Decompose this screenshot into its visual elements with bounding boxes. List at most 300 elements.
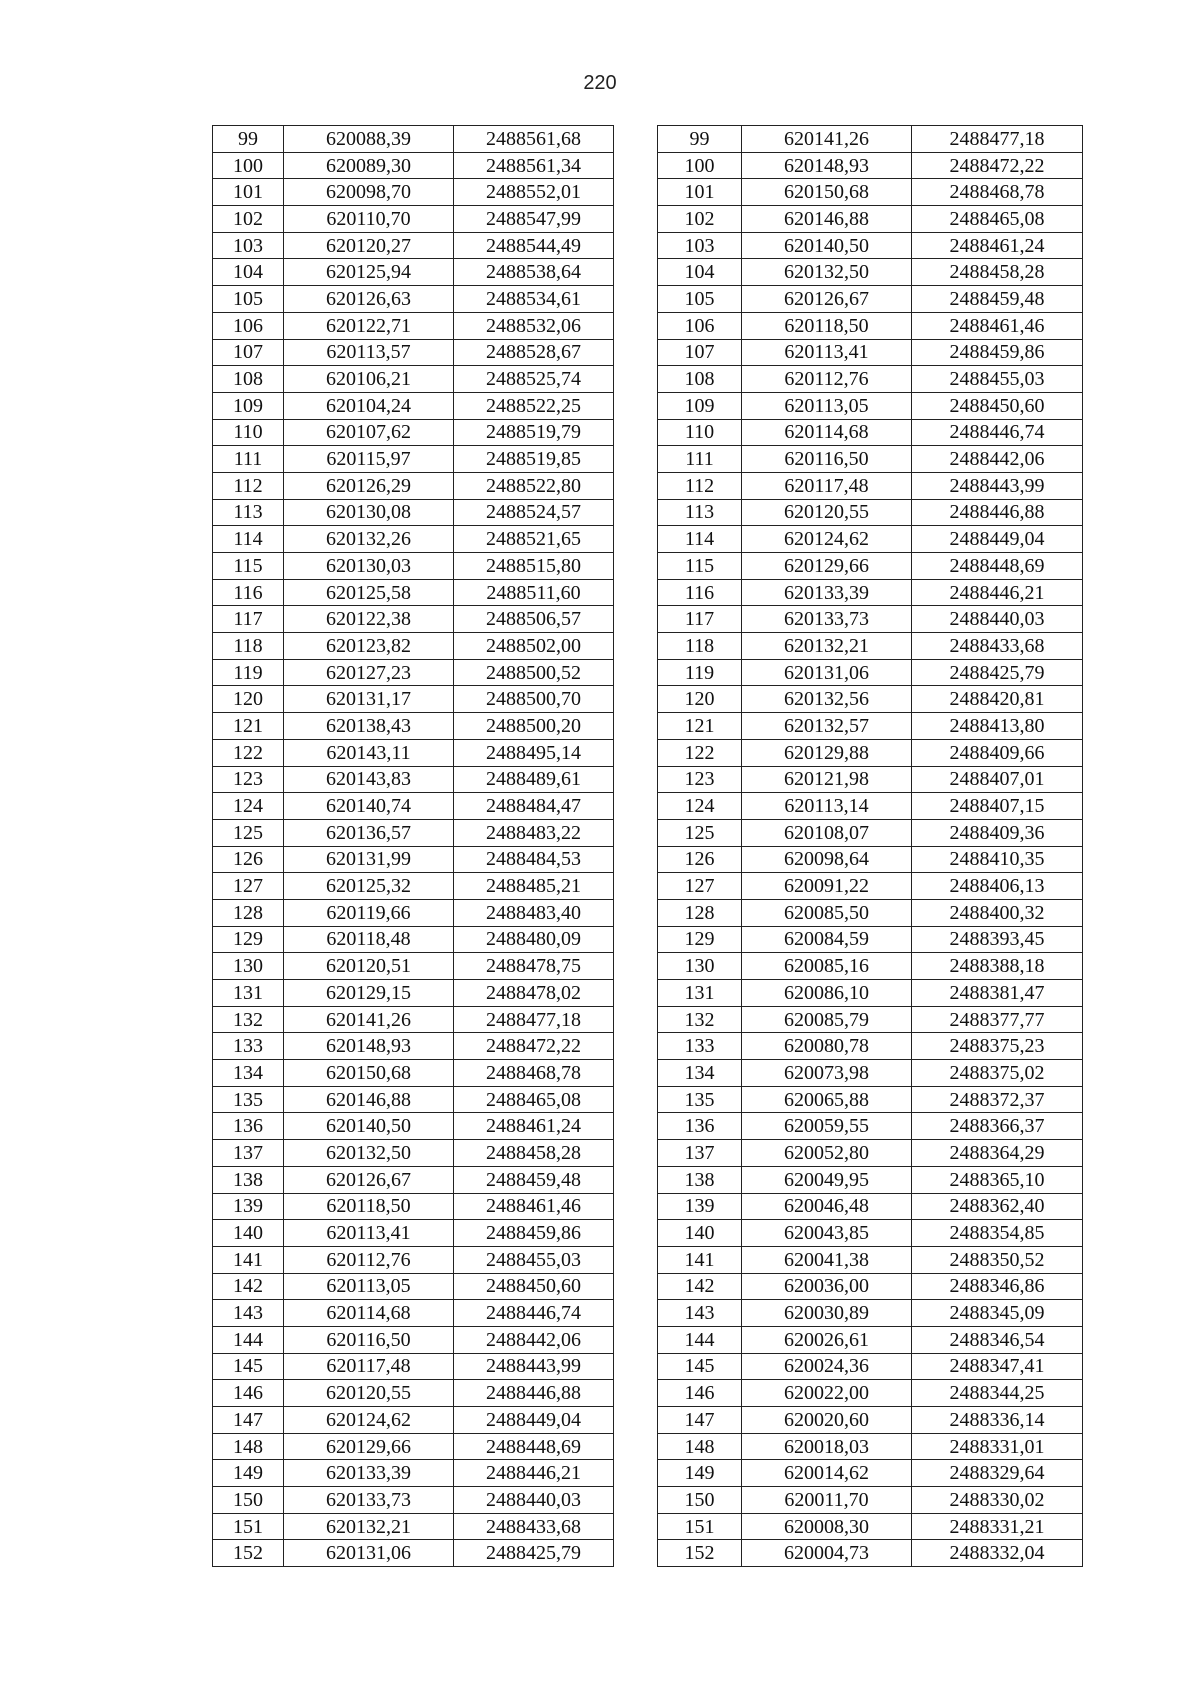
column-gap [614,1193,658,1220]
column-gap [614,286,658,313]
table-row [213,286,1083,313]
point-number-right: 139 [658,1193,742,1220]
x-coordinate-right: 620008,30 [742,1513,912,1540]
x-coordinate-left: 620140,50 [284,1113,454,1140]
x-coordinate-right: 620086,10 [742,980,912,1007]
point-number-right: 151 [658,1513,742,1540]
column-gap [614,819,658,846]
y-coordinate-left: 2488528,67 [454,339,614,366]
x-coordinate-right: 620018,03 [742,1433,912,1460]
y-coordinate-left: 2488561,34 [454,152,614,179]
y-coordinate-left: 2488472,22 [454,1033,614,1060]
column-gap [614,1273,658,1300]
x-coordinate-left: 620113,57 [284,339,454,366]
y-coordinate-left: 2488532,06 [454,312,614,339]
x-coordinate-right: 620131,06 [742,659,912,686]
point-number-right: 115 [658,553,742,580]
point-number-left: 148 [213,1433,284,1460]
point-number-left: 118 [213,633,284,660]
x-coordinate-right: 620041,38 [742,1246,912,1273]
x-coordinate-left: 620133,39 [284,1460,454,1487]
x-coordinate-left: 620122,71 [284,312,454,339]
point-number-right: 110 [658,419,742,446]
column-gap [614,499,658,526]
column-gap [614,152,658,179]
column-gap [614,873,658,900]
x-coordinate-left: 620125,94 [284,259,454,286]
table-row [213,1407,1083,1434]
table-row [213,686,1083,713]
y-coordinate-right: 2488331,21 [912,1513,1083,1540]
point-number-right: 122 [658,739,742,766]
y-coordinate-right: 2488407,01 [912,766,1083,793]
x-coordinate-left: 620118,48 [284,926,454,953]
column-gap [614,1220,658,1247]
point-number-left: 115 [213,553,284,580]
point-number-left: 137 [213,1140,284,1167]
table-row [213,446,1083,473]
column-gap [614,739,658,766]
column-gap [614,339,658,366]
y-coordinate-right: 2488448,69 [912,553,1083,580]
x-coordinate-right: 620112,76 [742,366,912,393]
point-number-right: 131 [658,980,742,1007]
column-gap [614,446,658,473]
x-coordinate-right: 620046,48 [742,1193,912,1220]
table-row [213,526,1083,553]
x-coordinate-right: 620126,67 [742,286,912,313]
x-coordinate-left: 620138,43 [284,713,454,740]
y-coordinate-right: 2488413,80 [912,713,1083,740]
point-number-right: 107 [658,339,742,366]
y-coordinate-left: 2488484,47 [454,793,614,820]
table-row [213,953,1083,980]
table-row [213,1487,1083,1514]
table-row [213,1380,1083,1407]
x-coordinate-right: 620024,36 [742,1353,912,1380]
x-coordinate-left: 620148,93 [284,1033,454,1060]
y-coordinate-right: 2488375,23 [912,1033,1083,1060]
y-coordinate-right: 2488407,15 [912,793,1083,820]
column-gap [614,713,658,740]
y-coordinate-left: 2488433,68 [454,1513,614,1540]
x-coordinate-right: 620132,21 [742,633,912,660]
point-number-right: 116 [658,579,742,606]
point-number-right: 129 [658,926,742,953]
y-coordinate-right: 2488336,14 [912,1407,1083,1434]
point-number-left: 152 [213,1540,284,1567]
x-coordinate-right: 620121,98 [742,766,912,793]
table-row [213,739,1083,766]
point-number-left: 101 [213,179,284,206]
y-coordinate-left: 2488534,61 [454,286,614,313]
point-number-right: 146 [658,1380,742,1407]
x-coordinate-left: 620114,68 [284,1300,454,1327]
point-number-left: 99 [213,126,284,153]
column-gap [614,1033,658,1060]
column-gap [614,472,658,499]
column-gap [614,1300,658,1327]
point-number-left: 134 [213,1060,284,1087]
column-gap [614,846,658,873]
table-row [213,366,1083,393]
point-number-left: 140 [213,1220,284,1247]
point-number-left: 142 [213,1273,284,1300]
point-number-right: 109 [658,392,742,419]
point-number-left: 126 [213,846,284,873]
point-number-left: 133 [213,1033,284,1060]
y-coordinate-right: 2488346,86 [912,1273,1083,1300]
column-gap [614,553,658,580]
y-coordinate-right: 2488400,32 [912,899,1083,926]
y-coordinate-left: 2488446,88 [454,1380,614,1407]
point-number-right: 141 [658,1246,742,1273]
y-coordinate-right: 2488372,37 [912,1086,1083,1113]
point-number-right: 133 [658,1033,742,1060]
y-coordinate-right: 2488468,78 [912,179,1083,206]
column-gap [614,206,658,233]
point-number-left: 102 [213,206,284,233]
y-coordinate-right: 2488461,46 [912,312,1083,339]
table-row [213,1006,1083,1033]
x-coordinate-left: 620104,24 [284,392,454,419]
point-number-right: 135 [658,1086,742,1113]
x-coordinate-left: 620118,50 [284,1193,454,1220]
x-coordinate-right: 620140,50 [742,232,912,259]
x-coordinate-left: 620125,32 [284,873,454,900]
table-row [213,1300,1083,1327]
table-row [213,499,1083,526]
point-number-right: 132 [658,1006,742,1033]
x-coordinate-right: 620049,95 [742,1166,912,1193]
table-row [213,1113,1083,1140]
y-coordinate-right: 2488425,79 [912,659,1083,686]
table-row [213,873,1083,900]
x-coordinate-right: 620133,73 [742,606,912,633]
x-coordinate-left: 620098,70 [284,179,454,206]
x-coordinate-right: 620022,00 [742,1380,912,1407]
point-number-right: 136 [658,1113,742,1140]
column-gap [614,1407,658,1434]
table-row [213,1433,1083,1460]
table-row [213,793,1083,820]
x-coordinate-right: 620132,56 [742,686,912,713]
x-coordinate-right: 620030,89 [742,1300,912,1327]
y-coordinate-right: 2488409,66 [912,739,1083,766]
x-coordinate-left: 620126,29 [284,472,454,499]
y-coordinate-left: 2488522,80 [454,472,614,499]
x-coordinate-left: 620143,11 [284,739,454,766]
x-coordinate-left: 620126,67 [284,1166,454,1193]
y-coordinate-left: 2488440,03 [454,1487,614,1514]
y-coordinate-right: 2488446,21 [912,579,1083,606]
y-coordinate-left: 2488547,99 [454,206,614,233]
y-coordinate-right: 2488420,81 [912,686,1083,713]
x-coordinate-left: 620113,41 [284,1220,454,1247]
x-coordinate-right: 620113,41 [742,339,912,366]
point-number-left: 128 [213,899,284,926]
point-number-left: 141 [213,1246,284,1273]
point-number-left: 131 [213,980,284,1007]
point-number-left: 103 [213,232,284,259]
y-coordinate-right: 2488345,09 [912,1300,1083,1327]
y-coordinate-right: 2488461,24 [912,232,1083,259]
x-coordinate-right: 620132,57 [742,713,912,740]
column-gap [614,259,658,286]
column-gap [614,606,658,633]
point-number-right: 148 [658,1433,742,1460]
y-coordinate-left: 2488519,79 [454,419,614,446]
table-row [213,1246,1083,1273]
y-coordinate-left: 2488425,79 [454,1540,614,1567]
table-row [213,312,1083,339]
table-row [213,1060,1083,1087]
point-number-left: 120 [213,686,284,713]
point-number-right: 106 [658,312,742,339]
y-coordinate-right: 2488410,35 [912,846,1083,873]
y-coordinate-right: 2488388,18 [912,953,1083,980]
y-coordinate-left: 2488489,61 [454,766,614,793]
point-number-right: 101 [658,179,742,206]
table-row [213,633,1083,660]
x-coordinate-right: 620004,73 [742,1540,912,1567]
y-coordinate-right: 2488446,88 [912,499,1083,526]
x-coordinate-left: 620127,23 [284,659,454,686]
y-coordinate-left: 2488455,03 [454,1246,614,1273]
table-row [213,1033,1083,1060]
y-coordinate-right: 2488354,85 [912,1220,1083,1247]
x-coordinate-left: 620130,03 [284,553,454,580]
point-number-left: 143 [213,1300,284,1327]
y-coordinate-left: 2488511,60 [454,579,614,606]
y-coordinate-left: 2488484,53 [454,846,614,873]
y-coordinate-left: 2488500,20 [454,713,614,740]
table-row [213,1540,1083,1567]
x-coordinate-right: 620059,55 [742,1113,912,1140]
y-coordinate-left: 2488521,65 [454,526,614,553]
table-row [213,1513,1083,1540]
y-coordinate-right: 2488364,29 [912,1140,1083,1167]
x-coordinate-right: 620036,00 [742,1273,912,1300]
y-coordinate-left: 2488524,57 [454,499,614,526]
page-number: 220 [583,72,617,94]
point-number-right: 127 [658,873,742,900]
y-coordinate-right: 2488446,74 [912,419,1083,446]
point-number-right: 130 [658,953,742,980]
point-number-right: 125 [658,819,742,846]
x-coordinate-right: 620120,55 [742,499,912,526]
x-coordinate-right: 620114,68 [742,419,912,446]
table-row [213,339,1083,366]
x-coordinate-left: 620116,50 [284,1326,454,1353]
y-coordinate-left: 2488478,02 [454,980,614,1007]
point-number-left: 105 [213,286,284,313]
x-coordinate-left: 620113,05 [284,1273,454,1300]
y-coordinate-right: 2488440,03 [912,606,1083,633]
point-number-right: 150 [658,1487,742,1514]
y-coordinate-right: 2488375,02 [912,1060,1083,1087]
table-row [213,579,1083,606]
point-number-left: 122 [213,739,284,766]
column-gap [614,1086,658,1113]
table-row [213,713,1083,740]
y-coordinate-left: 2488446,74 [454,1300,614,1327]
x-coordinate-left: 620119,66 [284,899,454,926]
x-coordinate-right: 620117,48 [742,472,912,499]
x-coordinate-right: 620080,78 [742,1033,912,1060]
x-coordinate-left: 620129,66 [284,1433,454,1460]
x-coordinate-left: 620143,83 [284,766,454,793]
column-gap [614,686,658,713]
y-coordinate-right: 2488377,77 [912,1006,1083,1033]
x-coordinate-left: 620112,76 [284,1246,454,1273]
x-coordinate-left: 620130,08 [284,499,454,526]
point-number-right: 112 [658,472,742,499]
column-gap [614,1140,658,1167]
x-coordinate-left: 620132,21 [284,1513,454,1540]
table-row [213,1086,1083,1113]
x-coordinate-right: 620014,62 [742,1460,912,1487]
point-number-right: 143 [658,1300,742,1327]
y-coordinate-right: 2488331,01 [912,1433,1083,1460]
point-number-left: 111 [213,446,284,473]
y-coordinate-left: 2488519,85 [454,446,614,473]
column-gap [614,899,658,926]
table-row [213,659,1083,686]
point-number-right: 152 [658,1540,742,1567]
column-gap [614,419,658,446]
y-coordinate-right: 2488450,60 [912,392,1083,419]
y-coordinate-right: 2488449,04 [912,526,1083,553]
point-number-left: 113 [213,499,284,526]
point-number-left: 100 [213,152,284,179]
y-coordinate-right: 2488442,06 [912,446,1083,473]
x-coordinate-right: 620150,68 [742,179,912,206]
x-coordinate-right: 620043,85 [742,1220,912,1247]
y-coordinate-left: 2488448,69 [454,1433,614,1460]
x-coordinate-right: 620052,80 [742,1140,912,1167]
column-gap [614,633,658,660]
x-coordinate-left: 620107,62 [284,419,454,446]
y-coordinate-left: 2488495,14 [454,739,614,766]
table-row [213,926,1083,953]
x-coordinate-left: 620120,55 [284,1380,454,1407]
point-number-left: 109 [213,392,284,419]
y-coordinate-left: 2488449,04 [454,1407,614,1434]
y-coordinate-right: 2488459,86 [912,339,1083,366]
table-row [213,819,1083,846]
y-coordinate-right: 2488472,22 [912,152,1083,179]
table-row [213,606,1083,633]
y-coordinate-left: 2488515,80 [454,553,614,580]
x-coordinate-right: 620113,14 [742,793,912,820]
x-coordinate-right: 620141,26 [742,126,912,153]
table-row [213,1220,1083,1247]
table-row [213,846,1083,873]
y-coordinate-left: 2488480,09 [454,926,614,953]
y-coordinate-left: 2488500,70 [454,686,614,713]
x-coordinate-right: 620132,50 [742,259,912,286]
point-number-left: 145 [213,1353,284,1380]
point-number-right: 118 [658,633,742,660]
y-coordinate-left: 2488506,57 [454,606,614,633]
point-number-right: 104 [658,259,742,286]
y-coordinate-left: 2488442,06 [454,1326,614,1353]
x-coordinate-left: 620146,88 [284,1086,454,1113]
column-gap [614,1540,658,1567]
point-number-left: 147 [213,1407,284,1434]
column-gap [614,1433,658,1460]
column-gap [614,793,658,820]
point-number-right: 126 [658,846,742,873]
y-coordinate-right: 2488477,18 [912,126,1083,153]
point-number-right: 138 [658,1166,742,1193]
y-coordinate-left: 2488450,60 [454,1273,614,1300]
column-gap [614,526,658,553]
point-number-left: 150 [213,1487,284,1514]
point-number-right: 145 [658,1353,742,1380]
point-number-right: 99 [658,126,742,153]
x-coordinate-right: 620113,05 [742,392,912,419]
point-number-left: 117 [213,606,284,633]
point-number-left: 144 [213,1326,284,1353]
x-coordinate-left: 620141,26 [284,1006,454,1033]
column-gap [614,579,658,606]
y-coordinate-left: 2488561,68 [454,126,614,153]
point-number-left: 106 [213,312,284,339]
x-coordinate-right: 620129,66 [742,553,912,580]
x-coordinate-left: 620115,97 [284,446,454,473]
x-coordinate-left: 620131,17 [284,686,454,713]
point-number-left: 123 [213,766,284,793]
column-gap [614,766,658,793]
y-coordinate-left: 2488522,25 [454,392,614,419]
x-coordinate-left: 620110,70 [284,206,454,233]
y-coordinate-right: 2488458,28 [912,259,1083,286]
point-number-right: 137 [658,1140,742,1167]
y-coordinate-right: 2488459,48 [912,286,1083,313]
y-coordinate-left: 2488502,00 [454,633,614,660]
x-coordinate-left: 620120,51 [284,953,454,980]
column-gap [614,366,658,393]
point-number-right: 140 [658,1220,742,1247]
y-coordinate-right: 2488443,99 [912,472,1083,499]
column-gap [614,1353,658,1380]
point-number-left: 110 [213,419,284,446]
column-gap [614,1246,658,1273]
point-number-left: 121 [213,713,284,740]
y-coordinate-left: 2488525,74 [454,366,614,393]
point-number-left: 107 [213,339,284,366]
table-row [213,179,1083,206]
table-row [213,392,1083,419]
point-number-left: 146 [213,1380,284,1407]
x-coordinate-right: 620129,88 [742,739,912,766]
x-coordinate-right: 620026,61 [742,1326,912,1353]
point-number-left: 138 [213,1166,284,1193]
point-number-right: 119 [658,659,742,686]
column-gap [614,1060,658,1087]
y-coordinate-right: 2488329,64 [912,1460,1083,1487]
y-coordinate-right: 2488365,10 [912,1166,1083,1193]
table-row [213,899,1083,926]
y-coordinate-left: 2488544,49 [454,232,614,259]
column-gap [614,126,658,153]
x-coordinate-right: 620065,88 [742,1086,912,1113]
point-number-left: 136 [213,1113,284,1140]
table-row [213,152,1083,179]
y-coordinate-left: 2488461,46 [454,1193,614,1220]
